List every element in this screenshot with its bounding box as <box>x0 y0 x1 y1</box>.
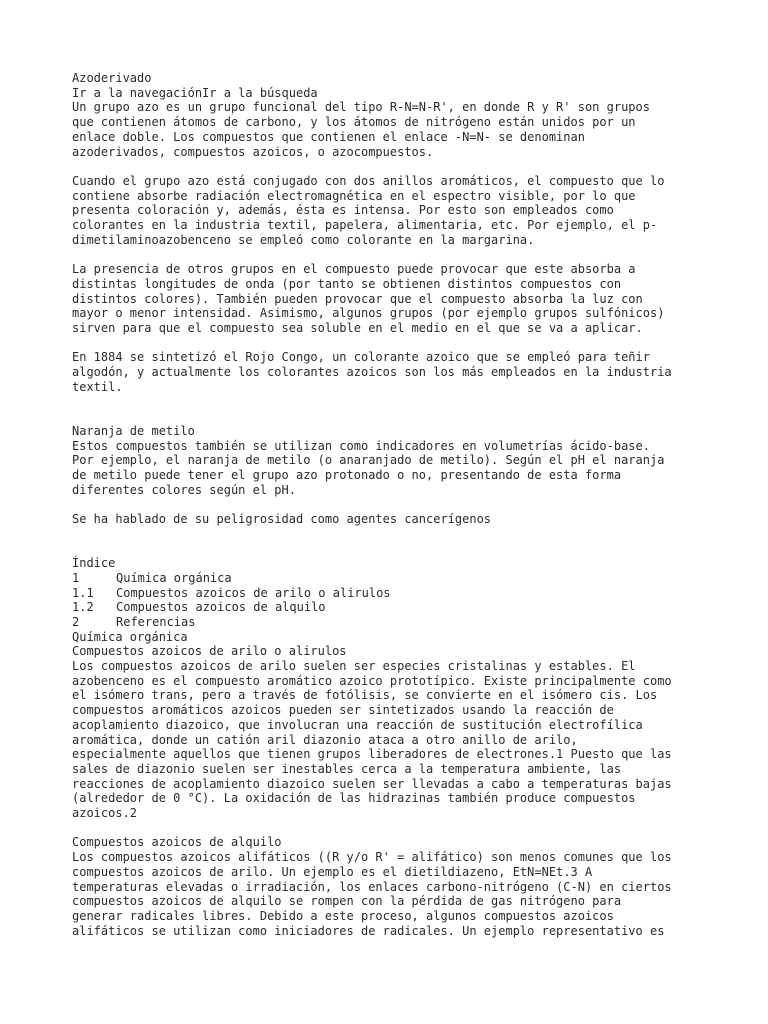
document-page <box>72 71 712 938</box>
text-line: Por ejemplo, el naranja de metilo (o anaranjado de metilo). Según el pH el naranja <box>72 453 665 468</box>
text-line: de metilo puede tener el grupo azo protonado o no, presentando de esta forma <box>72 467 622 482</box>
toc-item[interactable] <box>72 615 712 630</box>
text-line: sales de diazonio suelen ser inestables cerca a la temperatura ambiente, las <box>72 761 622 776</box>
naranja-paragraph <box>72 439 712 498</box>
congo-red-paragraph <box>72 350 712 394</box>
alquilo-paragraph <box>72 850 712 938</box>
text-line: diferentes colores según el pH. <box>72 482 296 497</box>
toc-number: 1.2 <box>72 600 94 615</box>
conjugation-paragraph <box>72 174 712 248</box>
toc-number: 1.1 <box>72 585 94 600</box>
text-line: Los compuestos azoicos de arilo suelen ser especies cristalinas y estables. El <box>72 659 636 674</box>
toc-label: Compuestos azoicos de alquilo <box>116 600 326 615</box>
text-line: sirven para que el compuesto sea soluble en el medio en el que se va a aplicar. <box>72 320 643 335</box>
text-line: compuestos azoicos de arilo. Un ejemplo es el dietildiazeno, EtN=NEt.3 A <box>72 864 593 879</box>
text-line: Estos compuestos también se utilizan como indicadores en volumetrías ácido-base. <box>72 438 650 453</box>
text-line: especialmente aquellos que tienen grupos liberadores de electrones.1 Puesto que las <box>72 747 672 762</box>
text-line: Cuando el grupo azo está conjugado con dos anillos aromáticos, el compuesto que lo <box>72 173 665 188</box>
section-heading-arilo: Compuestos azoicos de arilo o alirulos <box>72 644 347 659</box>
section-heading-alquilo: Compuestos azoicos de alquilo <box>72 835 282 850</box>
toc-item[interactable] <box>72 600 712 615</box>
text-line: dimetilaminoazobenceno se empleó como colorante en la margarina. <box>72 232 535 247</box>
text-line: presenta coloración y, además, ésta es intensa. Por esto son empleados como <box>72 203 614 218</box>
table-of-contents <box>72 571 712 630</box>
text-line: azoderivados, compuestos azoicos, o azocompuestos. <box>72 144 434 159</box>
text-line: acoplamiento diazoico, que involucran una reacción de sustitución electrofílica <box>72 717 643 732</box>
text-line: colorantes en la industria textil, papelera, alimentaria, etc. Por ejemplo, el p- <box>72 218 658 233</box>
text-line: enlace doble. Los compuestos que contienen el enlace -N=N- se denominan <box>72 129 585 144</box>
text-line: distintas longitudes de onda (por tanto se obtienen distintos compuestos con <box>72 276 622 291</box>
text-line: Los compuestos azoicos alifáticos ((R y/o R' = alifático) son menos comunes que los <box>72 850 672 865</box>
document-title: Azoderivado <box>72 71 152 85</box>
text-line: En 1884 se sintetizó el Rojo Congo, un colorante azoico que se empleó para teñir <box>72 350 650 365</box>
text-line: compuestos aromáticos azoicos pueden ser sintetizados usando la reacción de <box>72 703 614 718</box>
naranja-heading: Naranja de metilo <box>72 423 195 438</box>
text-line: contiene absorbe radiación electromagnética en el espectro visible, por lo que <box>72 188 636 203</box>
text-line: La presencia de otros grupos en el compuesto puede provocar que este absorba a <box>72 262 636 277</box>
toc-item[interactable] <box>72 571 712 586</box>
text-line: textil. <box>72 379 123 394</box>
text-line: azobenceno es el compuesto aromático azoico prototípico. Existe principalmente como <box>72 673 672 688</box>
toc-item[interactable] <box>72 586 712 601</box>
section-heading-quimica: Química orgánica <box>72 629 188 644</box>
text-line: aromática, donde un catión aril diazonio ataca a otro anillo de arilo, <box>72 732 578 747</box>
toc-label: Compuestos azoicos de arilo o alirulos <box>116 585 391 600</box>
navigation-links[interactable]: Ir a la navegaciónIr a la búsqueda <box>72 85 318 100</box>
text-line: (alrededor de 0 °C). La oxidación de las hidrazinas también produce compuestos <box>72 791 636 806</box>
text-line: reacciones de acoplamiento diazoico suelen ser llevadas a cabo a temperaturas bajas <box>72 776 672 791</box>
text-line: algodón, y actualmente los colorantes azoicos son los más empleados en la industria <box>72 365 672 380</box>
intro-paragraph <box>72 100 712 159</box>
text-line: mayor o menor intensidad. Asimismo, algunos grupos (por ejemplo grupos sulfónicos) <box>72 306 665 321</box>
groups-paragraph <box>72 262 712 336</box>
text-line: compuestos azoicos de alquilo se rompen con la pérdida de gas nitrógeno para <box>72 894 622 909</box>
text-line: Un grupo azo es un grupo funcional del tipo R-N=N-R', en donde R y R' son grupos <box>72 100 650 115</box>
danger-sentence: Se ha hablado de su peligrosidad como agentes cancerígenos <box>72 512 492 527</box>
toc-label: Química orgánica <box>116 570 232 585</box>
toc-number: 1 <box>72 570 80 585</box>
arilo-paragraph <box>72 659 712 821</box>
index-heading: Índice <box>72 556 116 571</box>
text-line: generar radicales libres. Debido a este proceso, algunos compuestos azoicos <box>72 908 614 923</box>
text-line: distintos colores). También pueden provocar que el compuesto absorba la luz con <box>72 291 643 306</box>
text-line: azoicos.2 <box>72 806 138 821</box>
text-line: el isómero trans, pero a través de fotólisis, se convierte en el isómero cis. Los <box>72 688 658 703</box>
toc-number: 2 <box>72 614 80 629</box>
toc-label: Referencias <box>116 614 196 629</box>
text-line: temperaturas elevadas o irradiación, los enlaces carbono-nitrógeno (C-N) en ciertos <box>72 879 672 894</box>
text-line: que contienen átomos de carbono, y los átomos de nitrógeno están unidos por un <box>72 115 636 130</box>
text-line: alifáticos se utilizan como iniciadores de radicales. Un ejemplo representativo es <box>72 923 665 938</box>
